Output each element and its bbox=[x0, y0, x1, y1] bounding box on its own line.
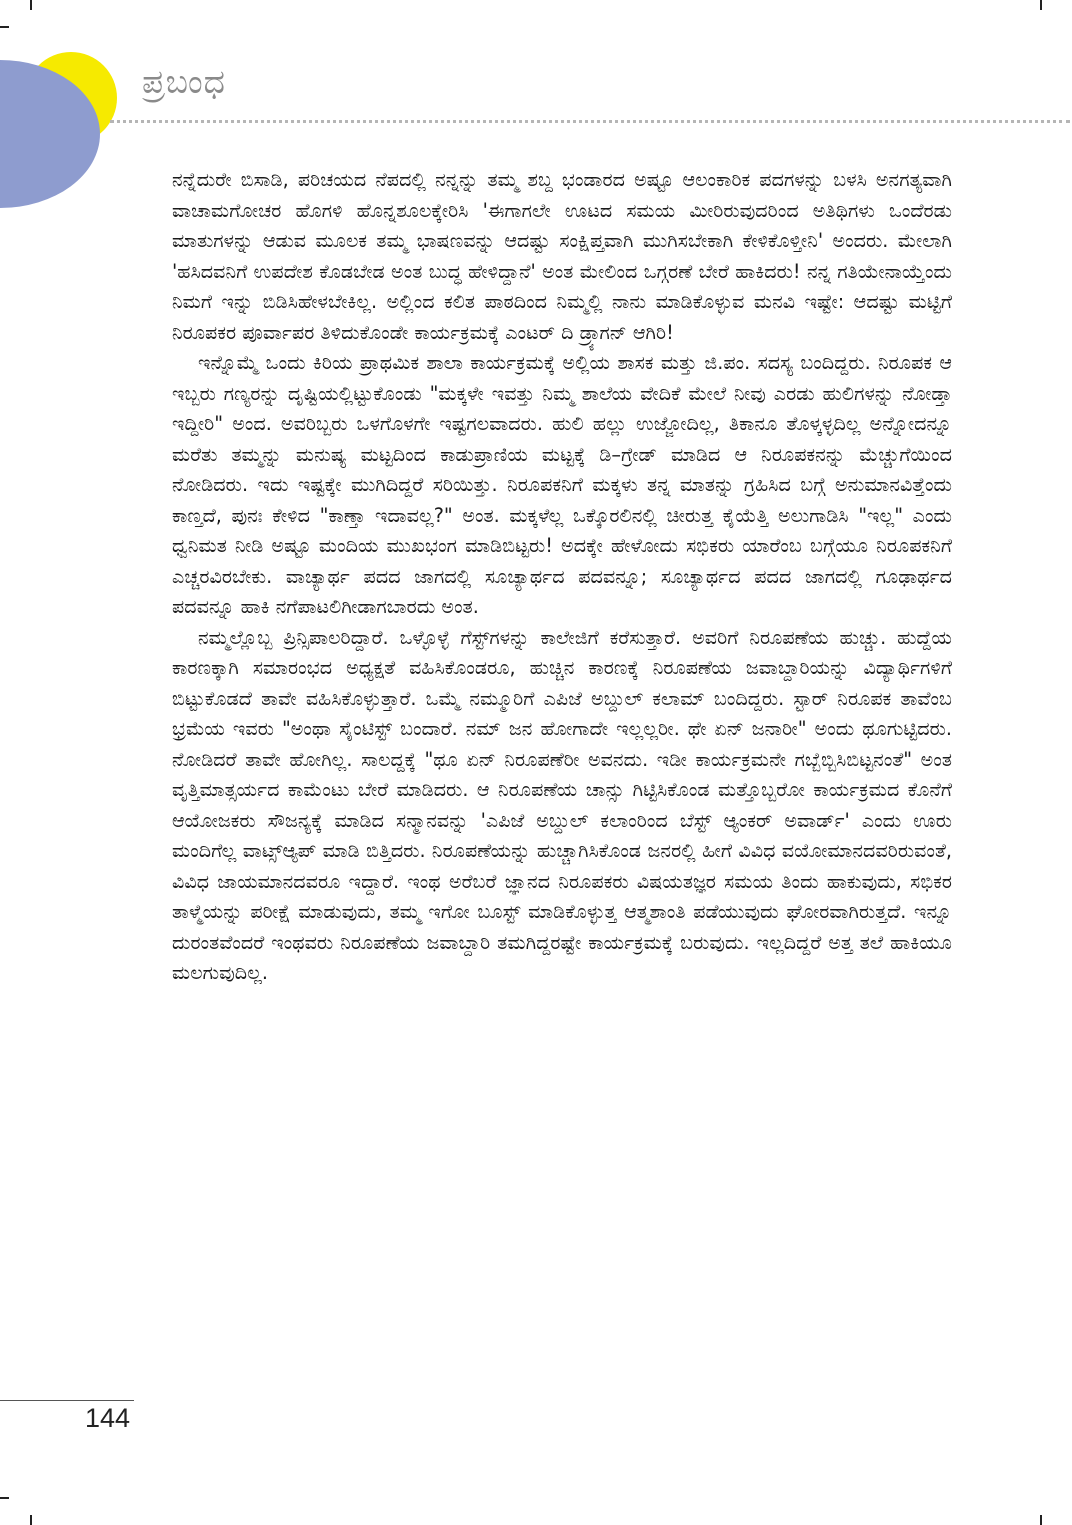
crop-mark-left-top bbox=[0, 26, 9, 28]
crop-mark-top-right bbox=[1040, 0, 1042, 10]
paragraph: ನನ್ನೆದುರೇ ಬಿಸಾಡಿ, ಪರಿಚಯದ ನೆಪದಲ್ಲಿ ನನ್ನನ್ನು ತಮ್ಮ ಶಬ್ದ ಭಂಡಾರದ ಅಷ್ಟೂ ಆಲಂಕಾರಿಕ ಪದಗಳನ್ನು ಬಳಸಿ ಅನಗತ್ಯವಾಗಿ ವಾಚಾಮಗೋಚರ ಹೊಗಳಿ ಹೊನ್ನಶೂಲಕ್ಕೇರಿಸಿ 'ಈಗಾಗಲೇ ಊಟದ ಸಮಯ ಮೀರಿರುವುದರಿಂದ ಅತಿಥಿಗಳು ಒಂದೆರಡು ಮಾತುಗಳನ್ನು ಆಡುವ ಮೂಲಕ ತಮ್ಮ ಭಾಷಣವನ್ನು ಆದಷ್ಟು ಸಂಕ್ಷಿಪ್ತವಾಗಿ ಮುಗಿಸಬೇಕಾಗಿ ಕೇಳಿಕೊಳ್ತೀನಿ' ಅಂದರು. ಮೇಲಾಗಿ 'ಹಸಿದವನಿಗೆ ಉಪದೇಶ ಕೊಡಬೇಡ ಅಂತ ಬುದ್ಧ ಹೇಳಿದ್ದಾನೆ' ಅಂತ ಮೇಲಿಂದ ಒಗ್ಗರಣೆ ಬೇರೆ ಹಾಕಿದರು! ನನ್ನ ಗತಿಯೇನಾಯ್ತೆಂದು ನಿಮಗೆ ಇನ್ನು ಬಿಡಿಸಿಹೇಳಬೇಕಿಲ್ಲ. ಅಲ್ಲಿಂದ ಕಲಿತ ಪಾಠದಿಂದ ನಿಮ್ಮಲ್ಲಿ ನಾನು ಮಾಡಿಕೊಳ್ಳುವ ಮನವಿ ಇಷ್ಟೇ: ಆದಷ್ಟು ಮಟ್ಟಿಗೆ ನಿರೂಪಕರ ಪೂರ್ವಾಪರ ತಿಳಿದುಕೊಂಡೇ ಕಾರ್ಯಕ್ರಮಕ್ಕೆ ಎಂಟರ್ ದಿ ಡ್ರ್ಯಾಗನ್ ಆಗಿರಿ! bbox=[172, 168, 952, 344]
crop-mark-bottom-right bbox=[1040, 1515, 1042, 1525]
dotted-divider bbox=[110, 120, 1070, 123]
section-title: ಪ್ರಬಂಧ bbox=[142, 62, 226, 101]
page-number: 144 bbox=[85, 1403, 131, 1433]
crop-mark-top-left bbox=[30, 0, 32, 10]
footer-rule bbox=[0, 1400, 134, 1401]
crop-mark-left-bottom bbox=[0, 1497, 9, 1499]
article-body bbox=[172, 165, 952, 989]
paragraph: ನಮ್ಮಲ್ಲೊಬ್ಬ ಪ್ರಿನ್ಸಿಪಾಲರಿದ್ದಾರೆ. ಒಳ್ಳೊಳ್ಳೆ ಗೆಸ್ಟ್‌ಗಳನ್ನು ಕಾಲೇಜಿಗೆ ಕರೆಸುತ್ತಾರೆ. ಅವರಿಗೆ ನಿರೂಪಣೆಯ ಹುಚ್ಚು. ಹುದ್ದೆಯ ಕಾರಣಕ್ಕಾಗಿ ಸಮಾರಂಭದ ಅಧ್ಯಕ್ಷತೆ ವಹಿಸಿಕೊಂಡರೂ, ಹುಚ್ಚಿನ ಕಾರಣಕ್ಕೆ ನಿರೂಪಣೆಯ ಜವಾಬ್ದಾರಿಯನ್ನು ವಿದ್ಯಾರ್ಥಿಗಳಿಗೆ ಬಿಟ್ಟುಕೊಡದೆ ತಾವೇ ವಹಿಸಿಕೊಳ್ಳುತ್ತಾರೆ. ಒಮ್ಮೆ ನಮ್ಮೂರಿಗೆ ಎಪಿಜೆ ಅಬ್ದುಲ್ ಕಲಾಮ್ ಬಂದಿದ್ದರು. ಸ್ಟಾರ್ ನಿರೂಪಕ ತಾವೆಂಬ ಭ್ರಮೆಯ ಇವರು "ಅಂಥಾ ಸೈಂಟಿಸ್ಟ್ ಬಂದಾರೆ. ನಮ್ ಜನ ಹೋಗಾದೇ ಇಲ್ಲಲ್ಲರೀ. ಥೇ ಏನ್ ಜನಾರೀ" ಅಂದು ಥೂಗುಟ್ಟಿದರು. ನೋಡಿದರೆ ತಾವೇ ಹೋಗಿಲ್ಲ. ಸಾಲದ್ದಕ್ಕೆ "ಥೂ ಏನ್ ನಿರೂಪಣೆರೀ ಅವನದು. ಇಡೀ ಕಾರ್ಯಕ್ರಮನೇ ಗಬ್ಬೆಬ್ಬಿಸಿಬಿಟ್ಟನಂತೆ" ಅಂತ ವೃತ್ತಿಮಾತ್ಸರ್ಯದ ಕಾಮೆಂಟು ಬೇರೆ ಮಾಡಿದರು. ಆ ನಿರೂಪಣೆಯ ಚಾನ್ಸು ಗಿಟ್ಟಿಸಿಕೊಂಡ ಮತ್ತೊಬ್ಬರೋ ಕಾರ್ಯಕ್ರಮದ ಕೊನೆಗೆ ಆಯೋಜಕರು ಸೌಜನ್ಯಕ್ಕೆ ಮಾಡಿದ ಸನ್ಮಾನವನ್ನು 'ಎಪಿಜೆ ಅಬ್ದುಲ್ ಕಲಾಂರಿಂದ ಬೆಸ್ಟ್ ಆ್ಯಂಕರ್ ಅವಾರ್ಡ್' ಎಂದು ಊರು ಮಂದಿಗೆಲ್ಲ ವಾಟ್ಸ್‌ಆ್ಯಪ್ ಮಾಡಿ ಬಿತ್ತಿದರು. ನಿರೂಪಣೆಯನ್ನು ಹುಚ್ಚಾಗಿಸಿಕೊಂಡ ಜನರಲ್ಲಿ ಹೀಗೆ ವಿವಿಧ ವಯೋಮಾನದವರಿರುವಂತೆ, ವಿವಿಧ ಜಾಯಮಾನದವರೂ ಇದ್ದಾರೆ. ಇಂಥ ಅರೆಬರೆ ಜ್ಞಾನದ ನಿರೂಪಕರು ವಿಷಯತಜ್ಞರ ಸಮಯ ತಿಂದು ಹಾಕುವುದು, ಸಭಿಕರ ತಾಳ್ಮೆಯನ್ನು ಪರೀಕ್ಷೆ ಮಾಡುವುದು, ತಮ್ಮ ಇಗೋ ಬೂಸ್ಟ್ ಮಾಡಿಕೊಳ್ಳುತ್ತ ಆತ್ಮಶಾಂತಿ ಪಡೆಯುವುದು ಘೋರವಾಗಿರುತ್ತದೆ. ಇನ್ನೂ ದುರಂತವೆಂದರೆ ಇಂಥವರು ನಿರೂಪಣೆಯ ಜವಾಬ್ದಾರಿ ತಮಗಿದ್ದರಷ್ಟೇ ಕಾರ್ಯಕ್ರಮಕ್ಕೆ ಬರುವುದು. ಇಲ್ಲದಿದ್ದರೆ ಅತ್ತ ತಲೆ ಹಾಕಿಯೂ ಮಲಗುವುದಿಲ್ಲ. bbox=[172, 625, 952, 984]
crop-mark-bottom-left bbox=[30, 1515, 32, 1525]
paragraph: ಇನ್ನೊಮ್ಮೆ ಒಂದು ಕಿರಿಯ ಪ್ರಾಥಮಿಕ ಶಾಲಾ ಕಾರ್ಯಕ್ರಮಕ್ಕೆ ಅಲ್ಲಿಯ ಶಾಸಕ ಮತ್ತು ಜಿ.ಪಂ. ಸದಸ್ಯ ಬಂದಿದ್ದರು. ನಿರೂಪಕ ಆ ಇಬ್ಬರು ಗಣ್ಯರನ್ನು ದೃಷ್ಟಿಯಲ್ಲಿಟ್ಟುಕೊಂಡು "ಮಕ್ಕಳೇ ಇವತ್ತು ನಿಮ್ಮ ಶಾಲೆಯ ವೇದಿಕೆ ಮೇಲೆ ನೀವು ಎರಡು ಹುಲಿಗಳನ್ನು ನೋಡ್ತಾ ಇದ್ದೀರಿ" ಅಂದ. ಅವರಿಬ್ಬರು ಒಳಗೊಳಗೇ ಇಷ್ಟಗಲವಾದರು. ಹುಲಿ ಹಲ್ಲು ಉಜ್ಜೋದಿಲ್ಲ, ತಿಕಾನೂ ತೊಳ್ಕಳ್ಳದಿಲ್ಲ ಅನ್ನೋದನ್ನೂ ಮರೆತು ತಮ್ಮನ್ನು ಮನುಷ್ಯ ಮಟ್ಟದಿಂದ ಕಾಡುಪ್ರಾಣಿಯ ಮಟ್ಟಕ್ಕೆ ಡಿ–ಗ್ರೇಡ್ ಮಾಡಿದ ಆ ನಿರೂಪಕನನ್ನು ಮೆಚ್ಚುಗೆಯಿಂದ ನೋಡಿದರು. ಇದು ಇಷ್ಟಕ್ಕೇ ಮುಗಿದಿದ್ದರೆ ಸರಿಯಿತ್ತು. ನಿರೂಪಕನಿಗೆ ಮಕ್ಕಳು ತನ್ನ ಮಾತನ್ನು ಗ್ರಹಿಸಿದ ಬಗ್ಗೆ ಅನುಮಾನವಿತ್ತೆಂದು ಕಾಣ್ತದೆ, ಪುನಃ ಕೇಳಿದ "ಕಾಣ್ತಾ ಇದಾವಲ್ಲ?" ಅಂತ. ಮಕ್ಕಳೆಲ್ಲ ಒಕ್ಕೊರಲಿನಲ್ಲಿ ಚೀರುತ್ತ ಕೈಯೆತ್ತಿ ಅಲುಗಾಡಿಸಿ "ಇಲ್ಲ" ಎಂದು ಧ್ವನಿಮತ ನೀಡಿ ಅಷ್ಟೂ ಮಂದಿಯ ಮುಖಭಂಗ ಮಾಡಿಬಿಟ್ಟರು! ಅದಕ್ಕೇ ಹೇಳೋದು ಸಭಿಕರು ಯಾರೆಂಬ ಬಗ್ಗೆಯೂ ನಿರೂಪಕನಿಗೆ ಎಚ್ಚರವಿರಬೇಕು. ವಾಚ್ಯಾರ್ಥ ಪದದ ಜಾಗದಲ್ಲಿ ಸೂಚ್ಯಾರ್ಥದ ಪದವನ್ನೂ; ಸೂಚ್ಯಾರ್ಥದ ಪದದ ಜಾಗದಲ್ಲಿ ಗೂಢಾರ್ಥದ ಪದವನ್ನೂ ಹಾಕಿ ನಗೆಪಾಟಲಿಗೀಡಾಗಬಾರದು ಅಂತ. bbox=[172, 351, 952, 618]
